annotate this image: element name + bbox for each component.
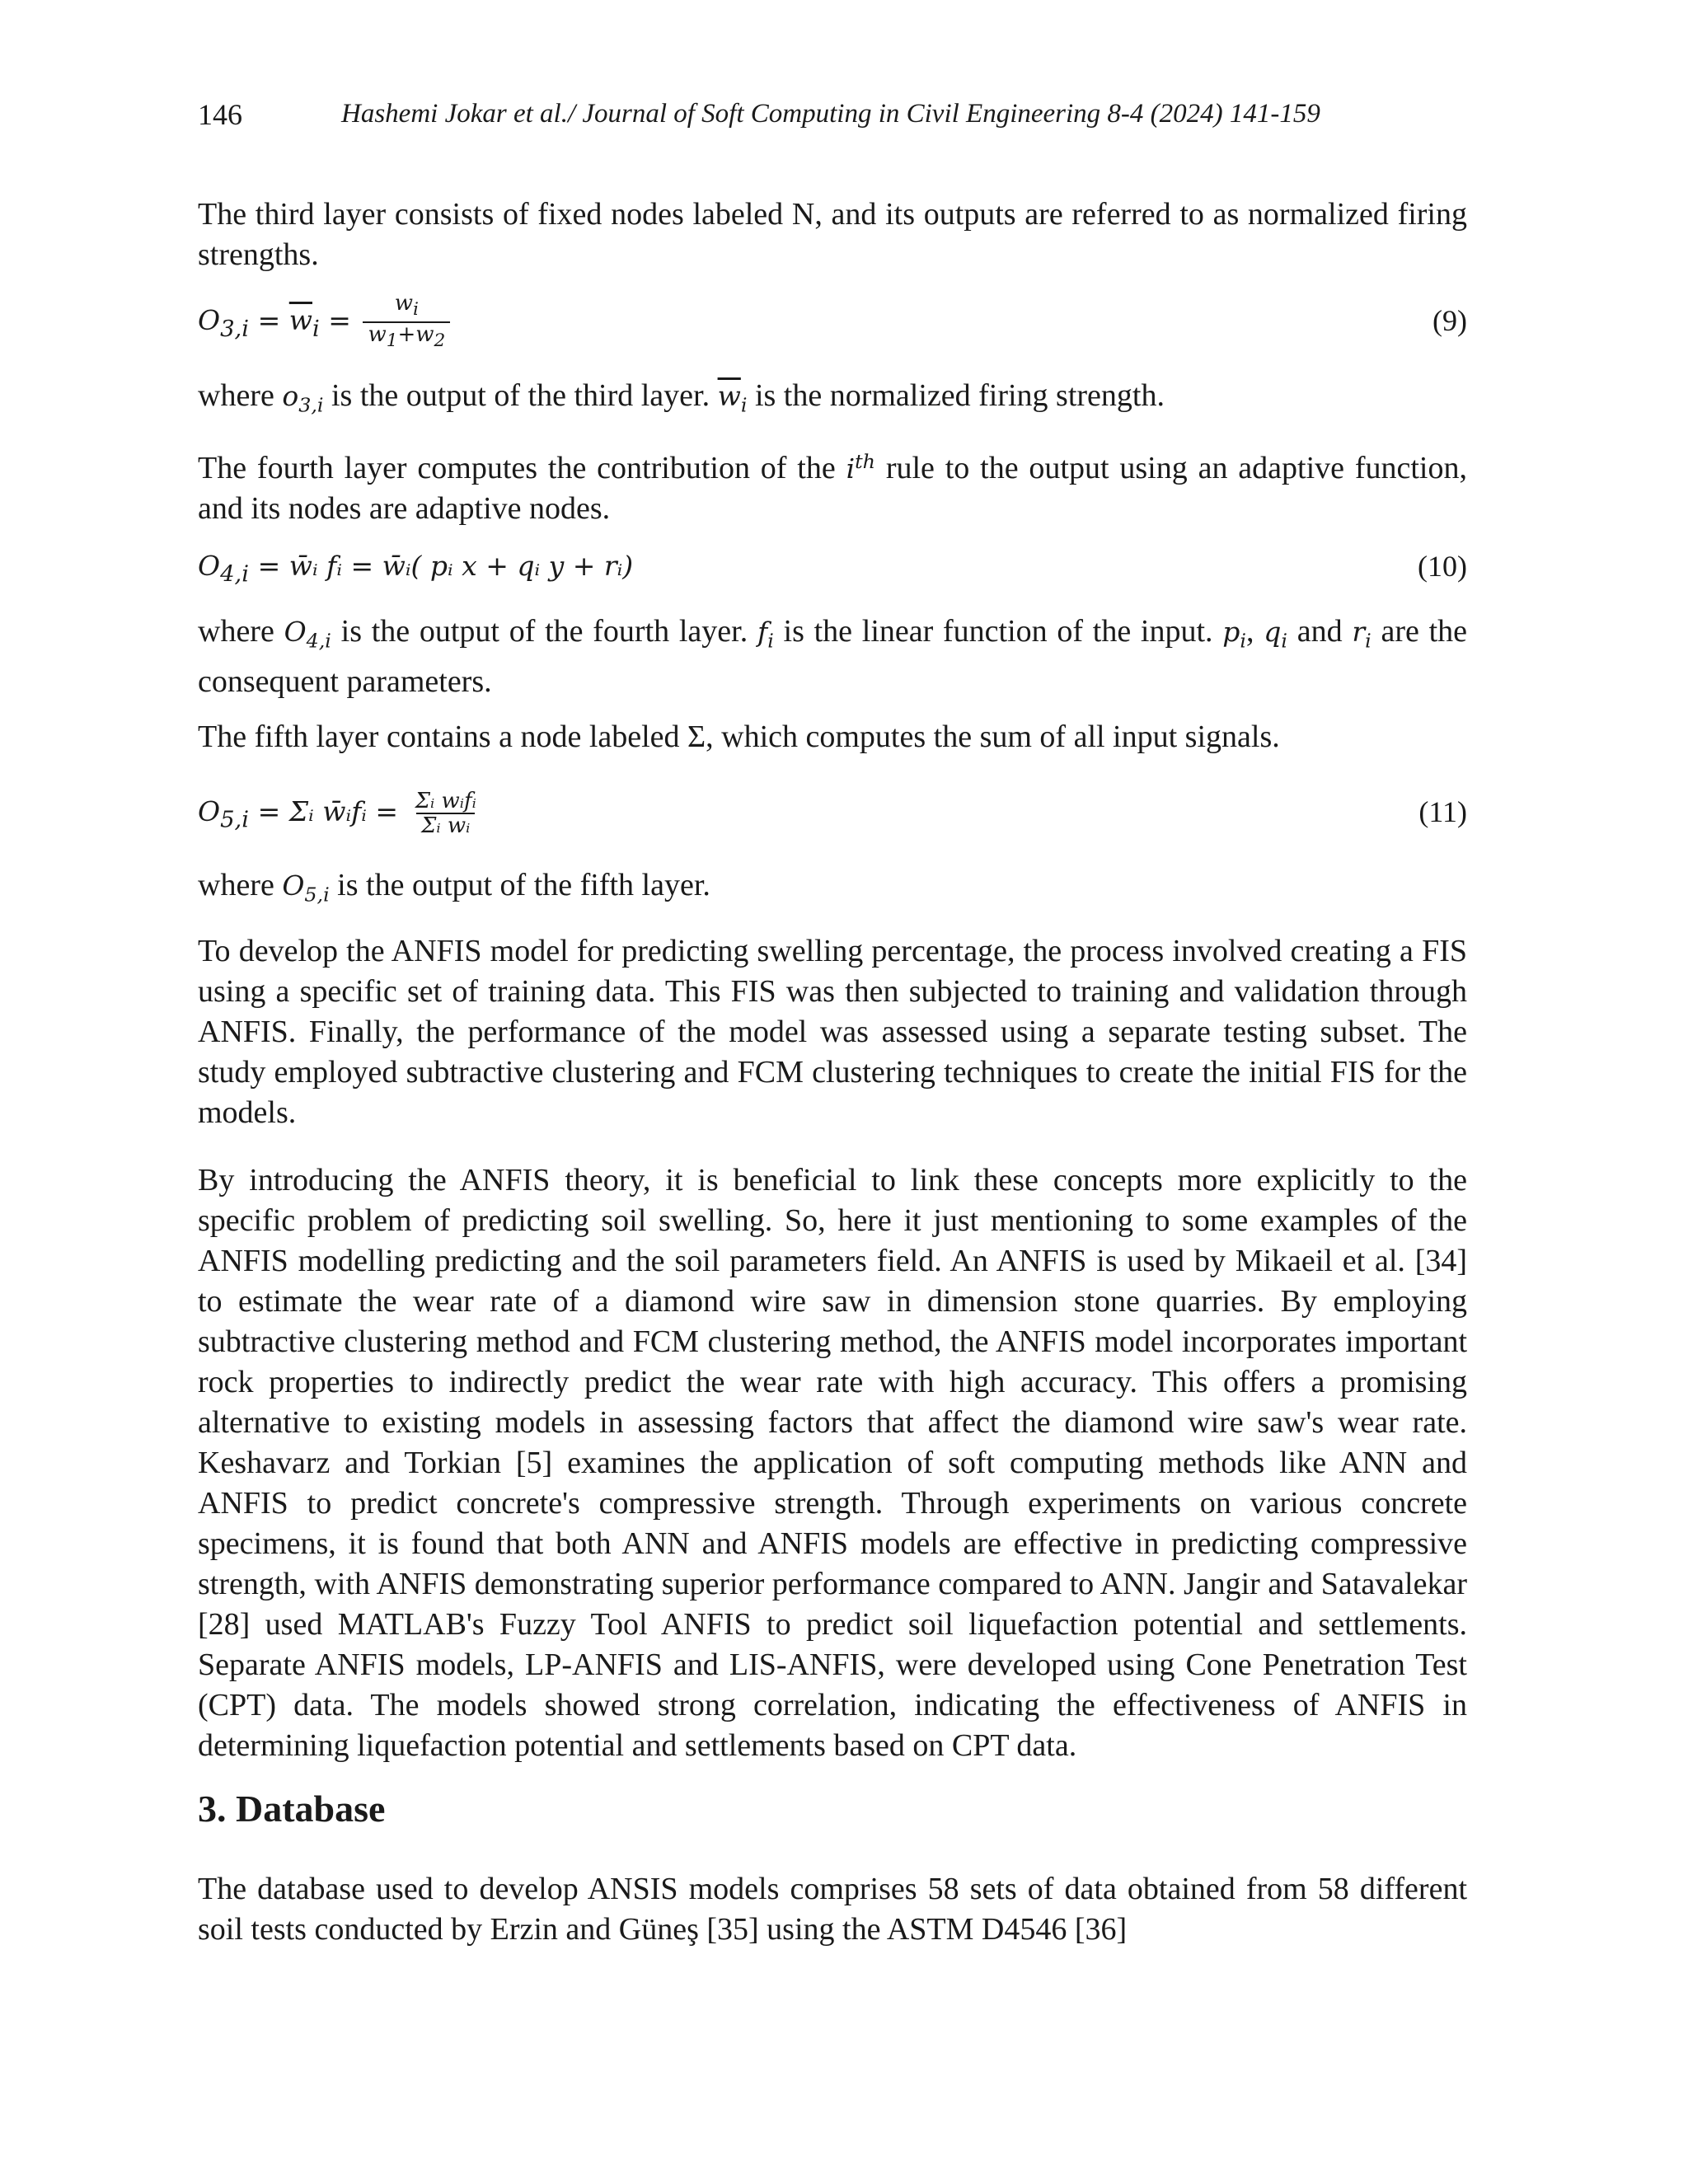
paragraph-eq10-where: where $O_{4,i}$ is the output of the fourth layer. $f_i$ is the linear function of the input. $p_i$, $q_i$ and $r_i$ are the consequent parameters. [198,614,1467,699]
equation-10-body: $O_{4,i}$ = w̄ᵢ fᵢ = w̄ᵢ( pᵢ x + qᵢ y + rᵢ) [198,550,634,588]
equation-9 [198,291,1467,352]
equation-9-number: (9) [1432,304,1467,337]
paragraph-database: The database used to develop ANSIS models comprises 58 sets of data obtained from 58 different soil tests conducted by Erzin and Güneş [35] using the ASTM D4546 [36] [198,1872,1467,1947]
section-heading-database: 3. Database [198,1788,386,1830]
equation-9-fraction: $\frac{w_i}{w_1+w_2}$ [363,292,450,353]
equation-10 [198,537,1467,595]
paragraph-third-layer: The third layer consists of fixed nodes labeled N, and its outputs are referred to as normalized firing strengths. [198,197,1467,272]
paragraph-anfis-development: To develop the ANFIS model for predicting swelling percentage, the process involved creating a FIS using a specific set of training data. This FIS was then subjected to training and validation through ANFIS. Finally, the performance of the model was assessed using a separate testing subset. The study employed subtractive clustering and FCM clustering techniques to create the initial FIS for the models. [198,934,1467,1130]
paragraph-anfis-examples: By introducing the ANFIS theory, it is beneficial to link these concepts more explicitly to the specific problem of predicting soil swelling. So, here it just mentioning to some examples of the ANFIS modelling predicting and the soil parameters field. An ANFIS is used by Mikaeil et al. [34] to estimate the wear rate of a diamond wire saw in dimension stone quarries. By employing subtractive clustering method and FCM clustering method, the ANFIS model incorporates important rock properties to indirectly predict the wear rate with high accuracy. This offers a promising alternative to existing models in assessing factors that affect the diamond wire saw's wear rate. Keshavarz and Torkian [5] examines the application of soft computing methods like ANN and ANFIS to predict concrete's compressive strength. Through experiments on various concrete specimens, it is found that both ANN and ANFIS models are effective in predicting compressive strength, with ANFIS demonstrating superior performance compared to ANN. Jangir and Satavalekar [28] used MATLAB's Fuzzy Tool ANFIS to predict soil liquefaction potential and settlements. Separate ANFIS models, LP-ANFIS and LIS-ANFIS, were developed using Cone Penetration Test (CPT) data. The models showed strong correlation, indicating the effectiveness of ANFIS in determining liquefaction potential and settlements based on CPT data. [198,1163,1467,1763]
running-header: Hashemi Jokar et al./ Journal of Soft Computing in Civil Engineering 8-4 (2024) 141-159 [341,99,1320,129]
paragraph-eq9-where: where $o_{3,i}$ is the output of the third layer. $\overline{w}_i$ is the normalized firing strength. [198,378,1165,417]
equation-10-number: (10) [1418,550,1467,583]
equation-9-body: $O_{3,i} = \overline{w}_i$ = $\frac{w_i}{w_1+w_2}$ [198,292,453,358]
equation-11-fraction: $\frac{\text{Σᵢ wᵢfᵢ}}{\text{Σᵢ wᵢ}}$ [415,789,476,838]
paragraph-eq11-where: where $O_{5,i}$ is the output of the fifth layer. [198,868,710,907]
paragraph-fourth-layer: The fourth layer computes the contribution of the $i^{th}$ rule to the output using an adaptive function, and its nodes are adaptive nodes. [198,450,1467,526]
equation-11-body: $O_{5,i}$ = Σᵢ w̄ᵢfᵢ = $\frac{\text{Σᵢ wᵢfᵢ}}{\text{Σᵢ wᵢ}}$ [198,783,485,849]
equation-11 [198,783,1467,841]
equation-11-number: (11) [1418,795,1467,828]
paragraph-fifth-layer: The fifth layer contains a node labeled Σ, which computes the sum of all input signals. [198,719,1280,754]
page-number: 146 [198,98,242,131]
